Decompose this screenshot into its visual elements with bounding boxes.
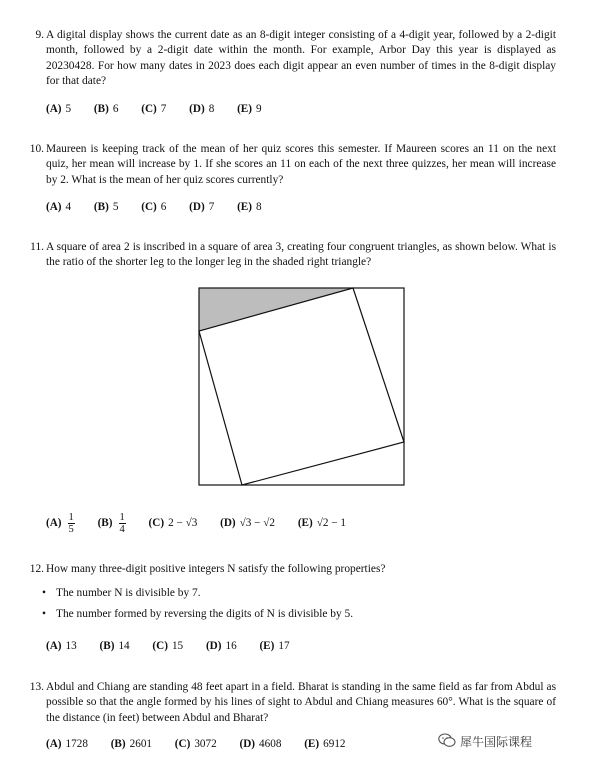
choice-e: (E) 6912 — [304, 738, 346, 750]
watermark-text: 犀牛国际课程 — [460, 735, 533, 749]
answer-choices-13 — [46, 738, 366, 750]
fraction: $\frac{1}{4}$ — [119, 512, 125, 535]
choice-a: (A) 1728 — [46, 738, 88, 750]
choice-a: (A) 5 — [46, 103, 72, 115]
choice-a: (A) $\frac{1}{5}$ — [46, 512, 74, 535]
choice-b: (B) 6 — [93, 103, 119, 115]
choice-b: (B) $\frac{1}{4}$ — [97, 512, 125, 535]
choice-c: (C) 2 − √3 — [148, 517, 198, 530]
bullet-item: • The number N is divisible by 7. — [42, 587, 201, 599]
choice-d: (D) √3 − √2 — [220, 517, 276, 530]
choice-e: (E) 8 — [237, 201, 262, 213]
problem-number: 10. — [29, 143, 44, 155]
choice-d: (D) 8 — [189, 103, 215, 115]
answer-choices-9 — [46, 103, 282, 115]
choice-c: (C) 7 — [141, 103, 167, 115]
bullet-dot: • — [42, 587, 46, 599]
problem-text: A square of area 2 is inscribed in a square of area 3, creating four congruent triangles, as shown below. What is the ratio of the shorter leg to the longer leg in the shaded right triangle? — [46, 241, 556, 269]
problem-13 — [28, 680, 556, 726]
problem-number: 11. — [30, 241, 44, 253]
answer-choices-12 — [46, 640, 310, 652]
problem-text: How many three-digit positive integers N satisfy the following properties? — [46, 563, 386, 575]
choice-b: (B) 2601 — [110, 738, 152, 750]
choice-e: (E) 17 — [259, 640, 290, 652]
choice-e: (E) √2 − 1 — [297, 517, 346, 530]
problem-number: 12. — [29, 563, 44, 575]
inscribed-square-figure — [198, 287, 406, 487]
choice-c: (C) 6 — [141, 201, 167, 213]
bullet-dot: • — [42, 608, 46, 620]
problem-text: Abdul and Chiang are standing 48 feet apart in a field. Bharat is standing in the same field as far from Abdul as possible so that the angle formed by his lines of sight to Abdul and Chiang measures 60°. What is the square of the distance (in feet) between Abdul and Bharat? — [46, 681, 556, 724]
problem-9 — [28, 28, 556, 89]
answer-choices-10 — [46, 201, 282, 213]
choice-d: (D) 7 — [189, 201, 215, 213]
choice-b: (B) 14 — [99, 640, 130, 652]
problem-12 — [28, 562, 556, 577]
choice-d: (D) 16 — [205, 640, 237, 652]
answer-choices-11 — [46, 512, 366, 535]
choice-a: (A) 13 — [46, 640, 77, 652]
problem-10 — [28, 142, 556, 188]
wechat-icon — [438, 733, 456, 748]
problem-text: A digital display shows the current date as an 8-digit integer consisting of a 4-digit year, followed by a 2-digit month, followed by a 2-digit date within the month. For example, Arbor Day this year is displayed as 20230428. For how many dates in 2023 does each digit appear an even number of times in the 8-digit display for that date? — [46, 29, 556, 87]
choice-e: (E) 9 — [237, 103, 262, 115]
choice-d: (D) 4608 — [239, 738, 282, 750]
choice-c: (C) 3072 — [174, 738, 217, 750]
choice-a: (A) 4 — [46, 201, 72, 213]
fraction: $\frac{1}{5}$ — [68, 512, 74, 535]
problem-number: 13. — [29, 681, 44, 693]
bullet-item: • The number formed by reversing the digits of N is divisible by 5. — [42, 608, 354, 620]
choice-b: (B) 5 — [93, 201, 119, 213]
choice-c: (C) 15 — [152, 640, 184, 652]
problem-11 — [28, 240, 556, 271]
problem-number: 9. — [35, 29, 44, 41]
problem-text: Maureen is keeping track of the mean of her quiz scores this semester. If Maureen scores an 11 on the next quiz, her mean will increase by 1. If she scores an 11 on each of the next three quizzes, her mean will increase by 2. What is the mean of her quiz scores currently? — [46, 143, 556, 186]
